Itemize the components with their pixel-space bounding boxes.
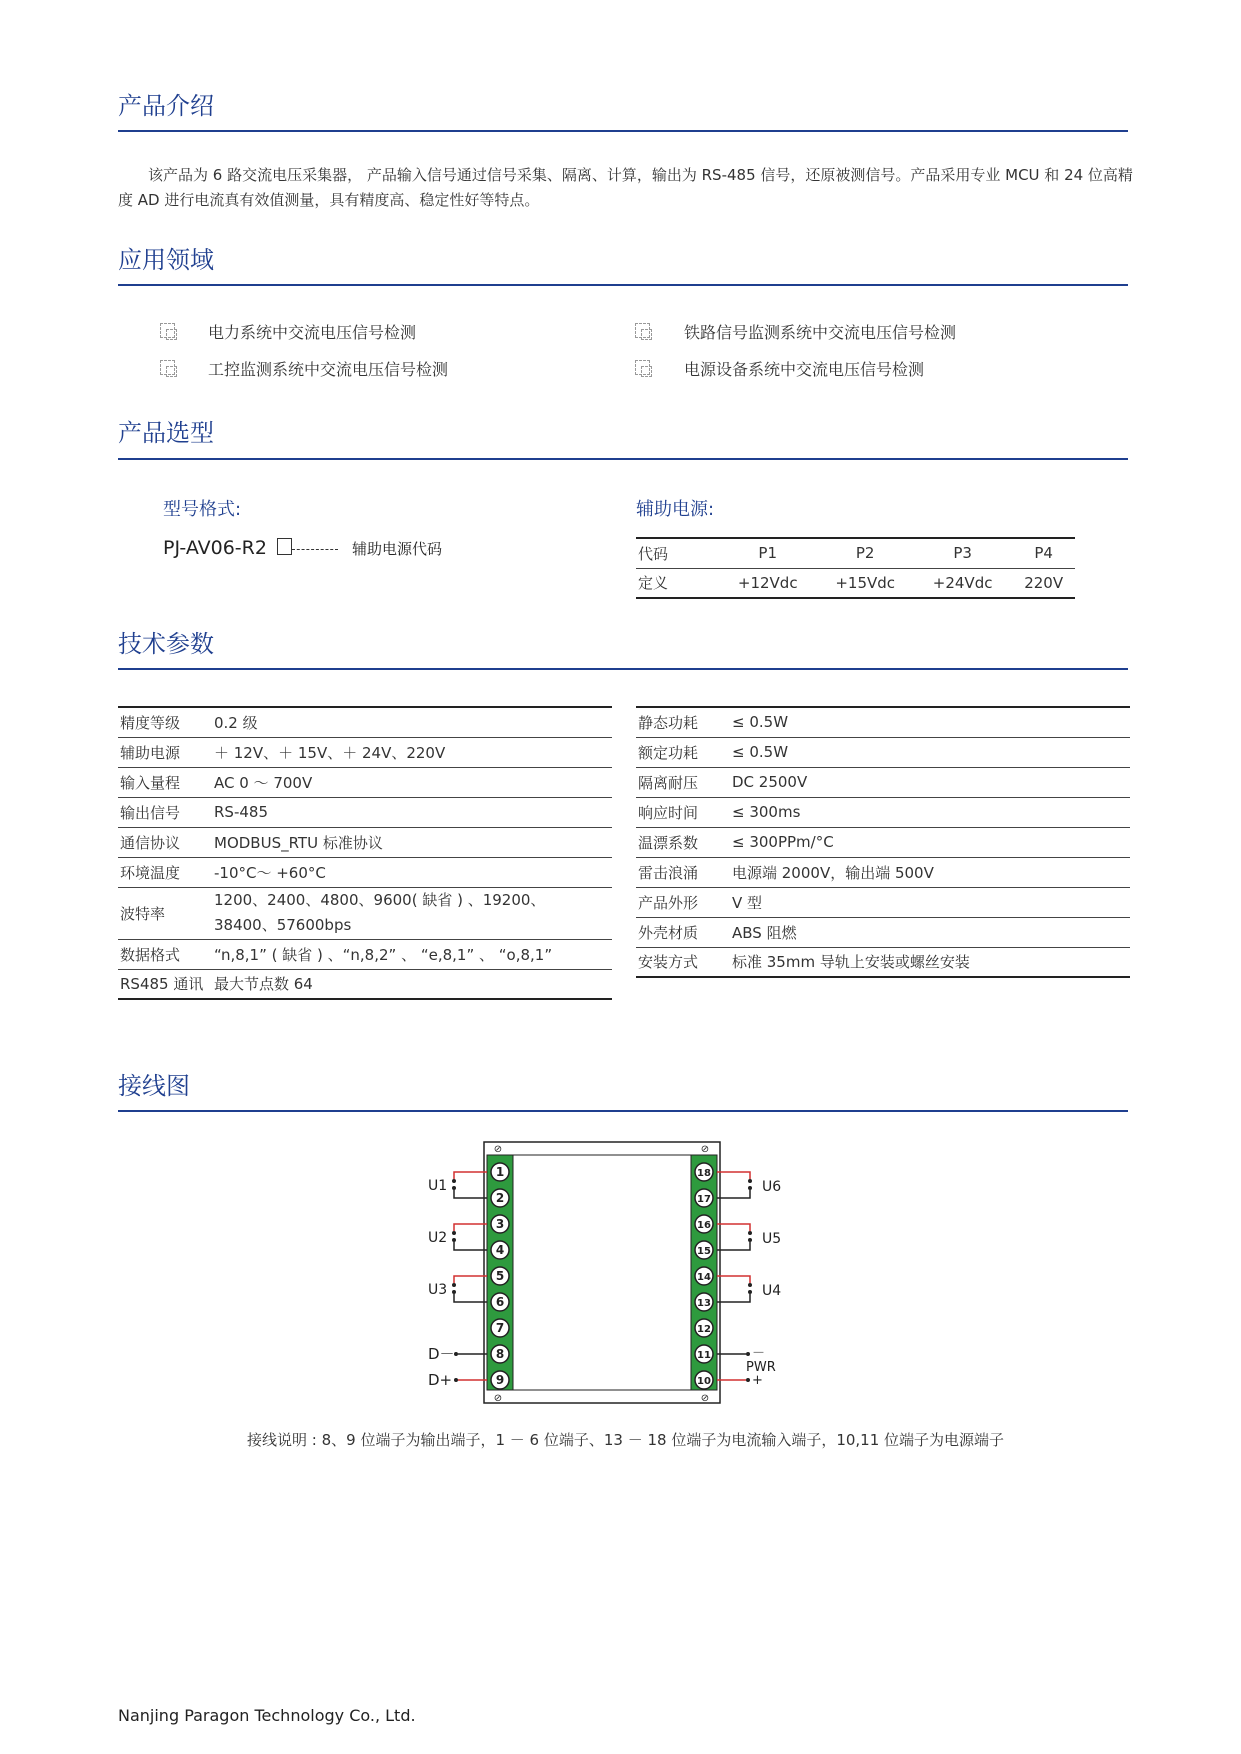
- specs-divider: [118, 668, 1128, 670]
- spec-value: AC 0 ～ 700V: [214, 773, 313, 792]
- model-format-label: 型号格式:: [163, 499, 242, 520]
- spec-value: V 型: [732, 893, 763, 912]
- table-cell: P2: [855, 544, 875, 563]
- wire: [717, 1172, 750, 1179]
- spec-key: 温漂系数: [638, 833, 699, 852]
- terminal-right-number: 17: [697, 1194, 711, 1205]
- table-cell: P3: [953, 544, 972, 563]
- wire: [454, 1190, 487, 1198]
- table-row: [118, 969, 612, 999]
- wiring-title: 接线图: [118, 1072, 190, 1100]
- screw-icon: ⊘: [700, 1393, 710, 1404]
- terminal-left-number: 5: [495, 1269, 505, 1283]
- terminal-left-number: 9: [495, 1373, 505, 1387]
- terminal-right-number: 15: [697, 1246, 711, 1257]
- terminal-left-number: 7: [495, 1321, 505, 1335]
- label-d-minus: D－: [428, 1345, 455, 1363]
- spec-value: 电源端 2000V，输出端 500V: [732, 863, 934, 882]
- wire: [717, 1294, 750, 1302]
- spec-key: 雷击浪涌: [638, 863, 699, 882]
- label-d-plus: D+: [428, 1371, 453, 1389]
- spec-key: 精度等级: [120, 713, 181, 732]
- aux-power-label: 辅助电源:: [636, 499, 715, 520]
- spec-value: “n,8,1” ( 缺省 ) 、“n,8,2” 、 “e,8,1” 、 “o,8,1”: [214, 945, 553, 964]
- model-note: 辅助电源代码: [352, 540, 443, 558]
- selection-divider: [118, 458, 1128, 460]
- table-row: [118, 939, 612, 969]
- terminal-right-number: 10: [697, 1376, 711, 1387]
- spec-key: 波特率: [120, 904, 166, 923]
- spec-value: MODBUS_RTU 标准协议: [214, 833, 383, 852]
- wire-dot: [452, 1231, 456, 1235]
- spec-value: ＋ 12V、＋ 15V、＋ 24V、220V: [214, 743, 446, 762]
- terminal-left-number: 1: [495, 1165, 505, 1179]
- screw-icon: ⊘: [493, 1144, 503, 1155]
- wire: [717, 1224, 750, 1231]
- wire-dot: [748, 1179, 752, 1183]
- wire: [454, 1224, 487, 1231]
- bullet-icon: [635, 360, 650, 375]
- application-item: 电力系统中交流电压信号检测: [208, 323, 417, 342]
- wire-dot: [452, 1290, 456, 1294]
- table-row: [118, 797, 612, 827]
- wire-dot: [746, 1378, 750, 1382]
- wire-dot: [452, 1179, 456, 1183]
- wire-group-left: [454, 1172, 487, 1380]
- module-body: [513, 1155, 691, 1390]
- terminal-left-number: 3: [495, 1217, 505, 1231]
- table-row: [636, 917, 1130, 947]
- applications-title: 应用领域: [118, 246, 214, 274]
- model-code-line: [163, 537, 442, 559]
- table-cell: P4: [1034, 544, 1053, 563]
- wiring-divider: [118, 1110, 1128, 1112]
- spec-value: DC 2500V: [732, 773, 808, 791]
- table-row: [636, 707, 1130, 737]
- spec-value: 0.2 级: [214, 713, 258, 732]
- wire-dot: [454, 1352, 458, 1356]
- spec-key: 响应时间: [638, 803, 699, 822]
- wire: [454, 1294, 487, 1302]
- table-row: [636, 737, 1130, 767]
- intro-divider: [118, 130, 1128, 132]
- label-u2: U2: [428, 1230, 448, 1246]
- table-row: [636, 568, 1075, 598]
- spec-key: 外壳材质: [638, 923, 699, 942]
- wire-group-right: [717, 1172, 750, 1380]
- table-row: [636, 887, 1130, 917]
- wire-dot: [746, 1352, 750, 1356]
- screw-icon: ⊘: [700, 1144, 710, 1155]
- label-u6: U6: [762, 1179, 782, 1195]
- table-row: [636, 797, 1130, 827]
- table-row: [118, 887, 612, 939]
- terminal-right-number: 18: [697, 1168, 711, 1179]
- terminal-right-number: 14: [697, 1272, 711, 1283]
- table-cell: 220V: [1024, 573, 1064, 592]
- spec-key: 数据格式: [120, 945, 181, 964]
- table-cell: 代码: [638, 544, 669, 563]
- terminal-right-number: 11: [697, 1350, 711, 1361]
- spec-key: 额定功耗: [638, 743, 699, 762]
- wire: [454, 1276, 487, 1283]
- spec-key: RS485 通讯: [120, 975, 204, 994]
- wire-dot: [452, 1283, 456, 1287]
- application-item: 铁路信号监测系统中交流电压信号检测: [684, 323, 957, 342]
- bullet-icon: [160, 360, 175, 375]
- spec-value: 标准 35mm 导轨上安装或螺丝安装: [732, 953, 970, 972]
- label-pwr-plus: +: [752, 1373, 763, 1388]
- table-row: [118, 857, 612, 887]
- bullet-icon: [635, 323, 650, 338]
- wire-dot: [454, 1378, 458, 1382]
- spec-value: ≤ 0.5W: [732, 743, 789, 761]
- spec-key: 输出信号: [120, 803, 181, 822]
- table-row: [636, 857, 1130, 887]
- table-row: [118, 707, 612, 737]
- wire-dot: [452, 1238, 456, 1242]
- terminal-left-number: 4: [495, 1243, 505, 1257]
- terminal-right-number: 12: [697, 1324, 711, 1335]
- terminal-right-number: 13: [697, 1298, 711, 1309]
- table-cell: +12Vdc: [737, 573, 798, 592]
- application-item: 电源设备系统中交流电压信号检测: [684, 360, 925, 379]
- table-row: [636, 947, 1130, 977]
- spec-value: ABS 阻燃: [732, 923, 797, 942]
- wire-dot: [748, 1283, 752, 1287]
- spec-key: 输入量程: [120, 773, 181, 792]
- spec-value: ≤ 300ms: [732, 803, 801, 821]
- wire: [454, 1242, 487, 1250]
- table-row: [118, 737, 612, 767]
- company-footer: Nanjing Paragon Technology Co., Ltd.: [118, 1706, 416, 1725]
- spec-value: RS-485: [214, 803, 268, 821]
- label-u5: U5: [762, 1231, 782, 1247]
- selection-title: 产品选型: [118, 419, 214, 447]
- applications-divider: [118, 284, 1128, 286]
- terminal-left-number: 8: [495, 1347, 505, 1361]
- table-row: [118, 827, 612, 857]
- label-u3: U3: [428, 1282, 448, 1298]
- wiring-diagram-svg: [410, 1135, 810, 1415]
- label-u4: U4: [762, 1283, 782, 1299]
- wiring-diagram: [410, 1135, 810, 1415]
- application-item: 工控监测系统中交流电压信号检测: [208, 360, 449, 379]
- intro-title: 产品介绍: [118, 92, 214, 120]
- spec-key: 安装方式: [638, 953, 699, 972]
- spec-value: 最大节点数 64: [214, 975, 313, 994]
- aux-power-table: [636, 537, 1075, 599]
- terminal-right-number: 16: [697, 1220, 711, 1231]
- label-u1: U1: [428, 1178, 448, 1194]
- wire: [717, 1276, 750, 1283]
- specs-table-right: [636, 706, 1130, 978]
- terminal-left-number: 6: [495, 1295, 505, 1309]
- wiring-note: 接线说明 : 8、9 位端子为输出端子，1 － 6 位端子、13 － 18 位端子为电流输入端子，10,11 位端子为电源端子: [247, 1431, 1005, 1449]
- model-leader-line: [292, 549, 338, 550]
- table-row: [636, 538, 1075, 568]
- spec-key: 环境温度: [120, 863, 181, 882]
- wire-dot: [748, 1238, 752, 1242]
- specs-table-left: [118, 706, 612, 1000]
- model-code: PJ-AV06-R2: [163, 537, 267, 559]
- bullet-icon: [160, 323, 175, 338]
- spec-key: 辅助电源: [120, 743, 181, 762]
- model-option-box: [277, 538, 292, 555]
- spec-key: 静态功耗: [638, 713, 699, 732]
- wire: [717, 1242, 750, 1250]
- label-pwr: PWR: [746, 1360, 776, 1375]
- table-cell: 定义: [638, 574, 669, 593]
- wire-dot: [748, 1231, 752, 1235]
- spec-key: 产品外形: [638, 893, 699, 912]
- spec-value: -10°C～ +60°C: [214, 863, 326, 882]
- specs-title: 技术参数: [118, 630, 214, 658]
- spec-value: 1200、2400、4800、9600( 缺省 ) 、19200、38400、57600bps: [214, 891, 546, 934]
- label-pwr-minus: －: [752, 1346, 766, 1361]
- wire: [717, 1190, 750, 1198]
- table-row: [636, 827, 1130, 857]
- intro-text: 该产品为 6 路交流电压采集器， 产品输入信号通过信号采集、隔离、计算，输出为 RS-485 信号，还原被测信号。产品采用专业 MCU 和 24 位高精度 AD 进行电流真有效值测量，具有精度高、稳定性好等特点。: [118, 166, 1133, 209]
- table-row: [636, 767, 1130, 797]
- terminal-left-number: 2: [495, 1191, 505, 1205]
- spec-key: 通信协议: [120, 833, 181, 852]
- wire-dot: [748, 1186, 752, 1190]
- wire-dot: [452, 1186, 456, 1190]
- spec-value: ≤ 300PPm/°C: [732, 833, 834, 851]
- wire-dot: [748, 1290, 752, 1294]
- table-cell: +15Vdc: [835, 573, 896, 592]
- spec-key: 隔离耐压: [638, 773, 699, 792]
- table-cell: +24Vdc: [932, 573, 993, 592]
- screw-icon: ⊘: [493, 1393, 503, 1404]
- table-row: [118, 767, 612, 797]
- table-cell: P1: [758, 544, 778, 563]
- spec-value: ≤ 0.5W: [732, 713, 789, 732]
- wire: [454, 1172, 487, 1179]
